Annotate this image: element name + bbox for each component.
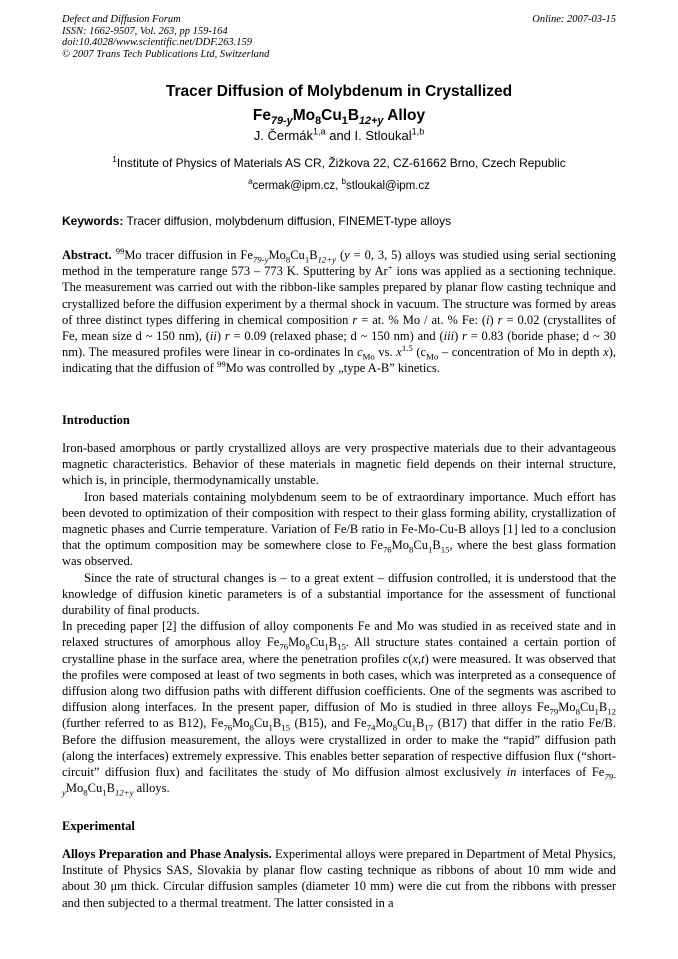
introduction-heading: Introduction <box>62 413 130 427</box>
experimental-paragraph <box>62 846 616 911</box>
intro-paragraph-1: Iron-based amorphous or partly crystallized alloys are very prospective materials due to their advantageous magnetic characteristics. Behavior of these materials in magnetic field depends on their internal structure, which is, in principle, thermodynamically unstable. <box>62 441 616 488</box>
keywords-text: Tracer diffusion, molybdenum diffusion, FINEMET-type alloys <box>126 214 452 228</box>
experimental-text: Experimental alloys were prepared in Department of Metal Physics, Institute of Physics SAS, Slovakia by planar flow casting technique as ribbons of about 10 mm wide and about 30 μm thick. Circular diffusion samples (diameter 10 mm) were die cut from the ribbons with presser and then subjected to a thermal treatment. The latter consisted in a <box>62 847 616 910</box>
abstract <box>62 247 616 377</box>
paper-title <box>62 80 616 128</box>
abstract-paragraph: Abstract. $^{99}$Mo tracer diffusion in $Fe_{79-y}Mo_8Cu_1B_{12+y}$ (y = 0, 3, 5) alloys was studied using serial sectioning method in the temperature range 573 – 773 K. Sputtering by Ar+ ions was applied as a sectioning technique. The measurement was carried out with the ribbon-like samples prepared by planar flow casting technique and crystallized before the diffusion experiment by a thermal shock in vacuum. The structure was formed by areas of three distinct types differing in chemical composition r = at. % Mo / at. % Fe: (i) r = 0.02 (crystallites of Fe, mean size d ~ 150 nm), (ii) r = 0.09 (relaxed phase; d ~ 150 nm) and (iii) r = 0.83 (boride phase; d ~ 30 nm). The measured profiles were linear in co-ordinates $\ln c_{Mo}$ vs. $x^{1.5}$ ($c_{Mo}$ – concentration of Mo in depth x), indicating that the diffusion of $^{99}$Mo was controlled by „type A-B” kinetics. <box>62 245 617 376</box>
affiliation: $^1$Institute of Physics of Materials AS CR, Žižkova 22, CZ-61662 Brno, Czech Republic <box>112 154 566 170</box>
abstract-label: Abstract. <box>62 248 112 262</box>
intro-paragraph-3: Since the rate of structural changes is – to a great extent – diffusion controlled, it is understood that the knowledge of diffusion kinetic parameters is of a substantial importance for the assessment of functional durability of final products. <box>62 570 616 618</box>
intro-paragraph-4: In preceding paper [2] the diffusion of alloy components Fe and Mo was studied in as received state and in relaxed structures of amorphous alloy $Fe_{76}Mo_8Cu_1B_{15}$. All structure states contained a certain portion of crystalline phase in the surface area, where the penetration profiles c(x,t) were measured. It was observed that the profiles were composed at least of two segments in both cases, which was interpreted as a consequence of diffusion along two diffusion paths with different diffusion coefficients. One of the segments was ascribed to diffusion along interfaces. In the present paper, diffusion of Mo is studied in three alloys $Fe_{79}Mo_8Cu_1B_{12}$ (further referred to as B12), $Fe_{76}Mo_8Cu_1B_{15}$ (B15), and $Fe_{74}Mo_8Cu_1B_{17}$ (B17) that differ in the ratio Fe/B. Before the diffusion measurement, the alloys were crystallized in order to make the “rapid” diffusion path (along the interfaces) extremely expressive. This enables better separation of respective diffusion flux (“short-circuit” diffusion flux) and facilitates the study of Mo diffusion almost exclusively in interfaces of $Fe_{79-y}Mo_8Cu_1B_{12+y}$ alloys. <box>62 619 616 798</box>
introduction-body <box>62 440 616 796</box>
online-date: Online: 2007-03-15 <box>532 14 616 25</box>
copyright-line: © 2007 Trans Tech Publications Ltd, Switzerland <box>62 48 270 60</box>
keywords-label: Keywords: <box>62 214 124 228</box>
experimental-lead: Alloys Preparation and Phase Analysis. <box>62 847 272 861</box>
doi-line: doi:10.4028/www.scientific.net/DDF.263.159 <box>62 37 253 48</box>
title-line-2: $Fe_{79-y}Mo_8Cu_1B_{12+y}$ Alloy <box>252 107 426 128</box>
keywords <box>62 214 616 228</box>
journal-header <box>62 14 618 60</box>
experimental-body <box>62 846 616 911</box>
intro-paragraph-2: Iron based materials containing molybdenum seem to be of extraordinary importance. Much effort has been devoted to optimization of their composition with respect to their glass forming ability, crystallization of magnetic phases and Currie temperature. Variation of Fe/B ratio in Fe-Mo-Cu-B alloys [1] led to a conclusion that the optimum composition may be somewhere close to $Fe_{76}Mo_8Cu_1B_{15}$, where the best glass formation was observed. <box>62 489 616 569</box>
journal-name: Defect and Diffusion Forum <box>62 14 181 25</box>
title-line-1: Tracer Diffusion of Molybdenum in Crystallized <box>165 83 513 100</box>
experimental-heading: Experimental <box>62 819 135 833</box>
author-emails: $^a$cermak@ipm.cz, $^b$stloukal@ipm.cz <box>248 177 430 192</box>
authors: J. Čermák$^{1,a}$ and I. Stloukal$^{1,b}$ <box>253 126 425 143</box>
issn-line: ISSN: 1662-9507, Vol. 263, pp 159-164 <box>62 25 228 37</box>
